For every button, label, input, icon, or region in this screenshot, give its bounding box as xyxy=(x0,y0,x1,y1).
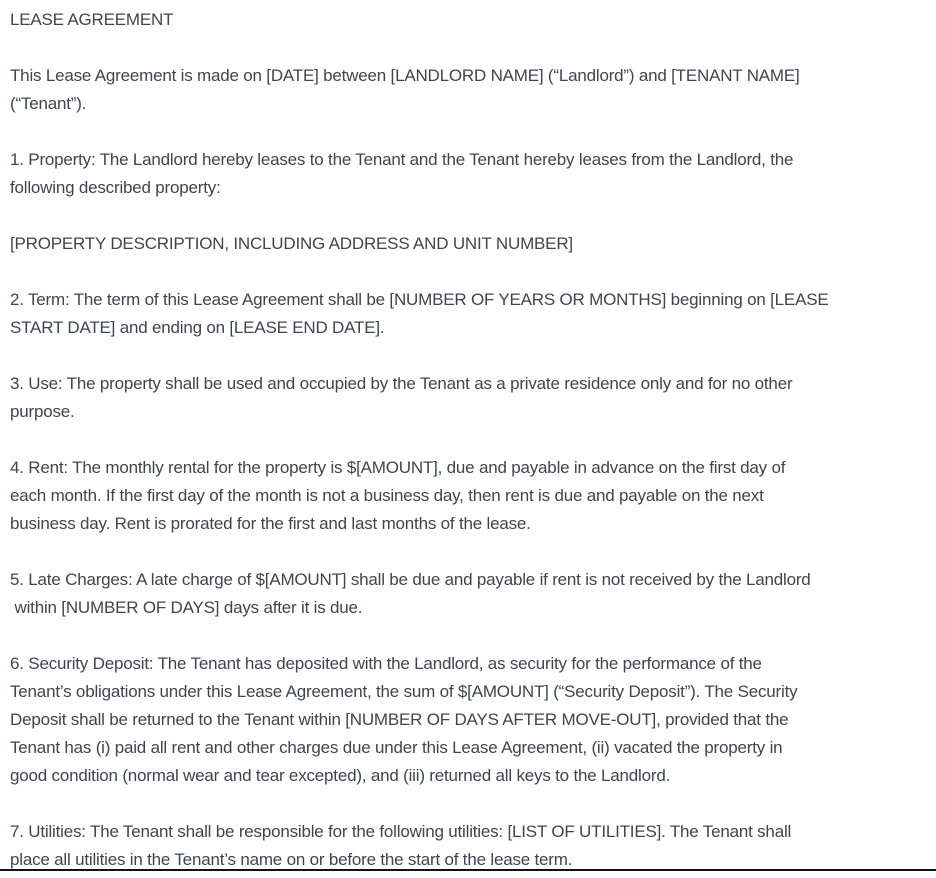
document-body xyxy=(10,6,936,874)
paragraph-clause-4-rent xyxy=(10,454,936,538)
document-title xyxy=(10,6,936,34)
text-line: purpose. xyxy=(10,402,75,421)
text-line: good condition (normal wear and tear excepted), and (iii) returned all keys to the Landlord. xyxy=(10,766,671,785)
text-line: Tenant has (i) paid all rent and other charges due under this Lease Agreement, (ii) vacated the property in xyxy=(10,738,783,757)
text-line: 7. Utilities: The Tenant shall be responsible for the following utilities: [LIST OF UTILITIES]. The Tenant shall xyxy=(10,822,792,841)
paragraph-intro xyxy=(10,62,936,118)
paragraph-clause-1-property xyxy=(10,146,936,202)
text-line: each month. If the first day of the month is not a business day, then rent is due and payable on the next xyxy=(10,486,764,505)
paragraph-clause-5-late-charges xyxy=(10,566,936,622)
paragraph-clause-2-term xyxy=(10,286,936,342)
document-bottom-border xyxy=(0,869,936,871)
paragraph-clause-7-utilities xyxy=(10,818,936,874)
text-line: place all utilities in the Tenant’s name on or before the start of the lease term. xyxy=(10,850,573,869)
text-line: This Lease Agreement is made on [DATE] between [LANDLORD NAME] (“Landlord”) and [TENANT NAME] xyxy=(10,66,800,85)
paragraph-clause-3-use xyxy=(10,370,936,426)
text-line: 6. Security Deposit: The Tenant has deposited with the Landlord, as security for the performance of the xyxy=(10,654,762,673)
paragraph-clause-6-security-deposit xyxy=(10,650,936,790)
text-line: (“Tenant”). xyxy=(10,94,87,113)
text-line: within [NUMBER OF DAYS] days after it is due. xyxy=(10,598,363,617)
text-line: LEASE AGREEMENT xyxy=(10,10,174,29)
text-line: following described property: xyxy=(10,178,221,197)
text-line: 1. Property: The Landlord hereby leases to the Tenant and the Tenant hereby leases from the Landlord, the xyxy=(10,150,794,169)
text-line: 5. Late Charges: A late charge of $[AMOUNT] shall be due and payable if rent is not received by the Landlord xyxy=(10,570,811,589)
text-line: 3. Use: The property shall be used and occupied by the Tenant as a private residence only and for no other xyxy=(10,374,793,393)
text-line: 4. Rent: The monthly rental for the property is $[AMOUNT], due and payable in advance on the first day of xyxy=(10,458,786,477)
text-line: 2. Term: The term of this Lease Agreement shall be [NUMBER OF YEARS OR MONTHS] beginning on [LEASE xyxy=(10,290,829,309)
text-line: Tenant’s obligations under this Lease Agreement, the sum of $[AMOUNT] (“Security Deposit”). The Security xyxy=(10,682,798,701)
lease-document-text-area[interactable] xyxy=(10,6,936,874)
paragraph-property-placeholder xyxy=(10,230,936,258)
text-line: [PROPERTY DESCRIPTION, INCLUDING ADDRESS AND UNIT NUMBER] xyxy=(10,234,573,253)
text-line: business day. Rent is prorated for the first and last months of the lease. xyxy=(10,514,531,533)
text-line: START DATE] and ending on [LEASE END DATE]. xyxy=(10,318,385,337)
text-line: Deposit shall be returned to the Tenant within [NUMBER OF DAYS AFTER MOVE-OUT], provided that the xyxy=(10,710,789,729)
